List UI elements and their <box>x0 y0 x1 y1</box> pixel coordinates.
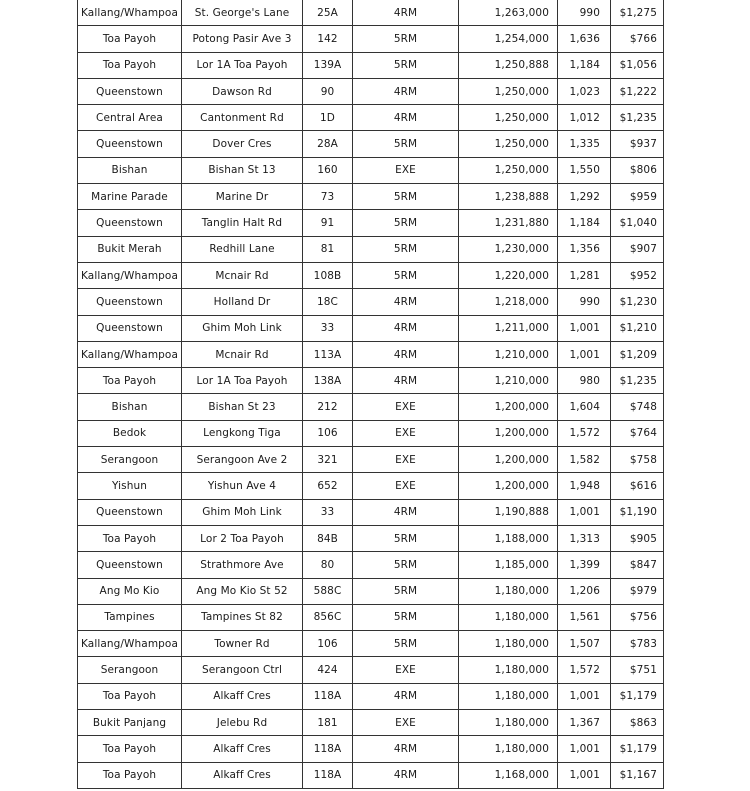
table-row <box>78 631 664 657</box>
table-row <box>78 710 664 736</box>
block-cell: 160 <box>303 157 353 183</box>
street-cell: Cantonment Rd <box>182 105 303 131</box>
table-row <box>78 131 664 157</box>
psf-cell: $1,056 <box>611 52 664 78</box>
psf-cell: $1,275 <box>611 0 664 26</box>
area-cell: 1,184 <box>558 52 611 78</box>
block-cell: 106 <box>303 631 353 657</box>
table-row <box>78 525 664 551</box>
street-cell: Lengkong Tiga <box>182 420 303 446</box>
table-row <box>78 736 664 762</box>
area-cell: 1,206 <box>558 578 611 604</box>
town-cell: Queenstown <box>78 315 182 341</box>
town-cell: Queenstown <box>78 499 182 525</box>
flat-type-cell: 5RM <box>353 210 459 236</box>
psf-cell: $748 <box>611 394 664 420</box>
table-row <box>78 157 664 183</box>
area-cell: 1,001 <box>558 499 611 525</box>
street-cell: Mcnair Rd <box>182 341 303 367</box>
town-cell: Tampines <box>78 604 182 630</box>
table-row <box>78 552 664 578</box>
area-cell: 980 <box>558 368 611 394</box>
area-cell: 1,507 <box>558 631 611 657</box>
table-row <box>78 105 664 131</box>
town-cell: Kallang/Whampoa <box>78 262 182 288</box>
table-row <box>78 683 664 709</box>
psf-cell: $863 <box>611 710 664 736</box>
table-row <box>78 604 664 630</box>
psf-cell: $1,235 <box>611 105 664 131</box>
town-cell: Bishan <box>78 157 182 183</box>
town-cell: Kallang/Whampoa <box>78 341 182 367</box>
transactions-table <box>77 0 664 789</box>
town-cell: Queenstown <box>78 552 182 578</box>
price-cell: 1,220,000 <box>459 262 558 288</box>
area-cell: 990 <box>558 289 611 315</box>
table-row <box>78 0 664 26</box>
flat-type-cell: 5RM <box>353 184 459 210</box>
town-cell: Serangoon <box>78 447 182 473</box>
flat-type-cell: 5RM <box>353 26 459 52</box>
block-cell: 80 <box>303 552 353 578</box>
block-cell: 652 <box>303 473 353 499</box>
flat-type-cell: EXE <box>353 394 459 420</box>
flat-type-cell: EXE <box>353 473 459 499</box>
area-cell: 1,001 <box>558 683 611 709</box>
psf-cell: $979 <box>611 578 664 604</box>
block-cell: 321 <box>303 447 353 473</box>
price-cell: 1,180,000 <box>459 657 558 683</box>
block-cell: 73 <box>303 184 353 210</box>
town-cell: Toa Payoh <box>78 736 182 762</box>
price-cell: 1,250,888 <box>459 52 558 78</box>
table-row <box>78 473 664 499</box>
price-cell: 1,211,000 <box>459 315 558 341</box>
flat-type-cell: 5RM <box>353 604 459 630</box>
price-cell: 1,185,000 <box>459 552 558 578</box>
price-cell: 1,180,000 <box>459 631 558 657</box>
psf-cell: $1,179 <box>611 683 664 709</box>
price-cell: 1,190,888 <box>459 499 558 525</box>
psf-cell: $905 <box>611 525 664 551</box>
psf-cell: $756 <box>611 604 664 630</box>
block-cell: 33 <box>303 499 353 525</box>
town-cell: Toa Payoh <box>78 52 182 78</box>
area-cell: 1,636 <box>558 26 611 52</box>
area-cell: 1,948 <box>558 473 611 499</box>
flat-type-cell: EXE <box>353 447 459 473</box>
block-cell: 118A <box>303 762 353 788</box>
price-cell: 1,231,880 <box>459 210 558 236</box>
street-cell: Bishan St 23 <box>182 394 303 420</box>
price-cell: 1,250,000 <box>459 131 558 157</box>
town-cell: Kallang/Whampoa <box>78 631 182 657</box>
flat-type-cell: 4RM <box>353 341 459 367</box>
price-cell: 1,180,000 <box>459 683 558 709</box>
area-cell: 1,582 <box>558 447 611 473</box>
psf-cell: $1,179 <box>611 736 664 762</box>
flat-type-cell: 5RM <box>353 262 459 288</box>
flat-type-cell: 4RM <box>353 105 459 131</box>
psf-cell: $1,235 <box>611 368 664 394</box>
street-cell: Tanglin Halt Rd <box>182 210 303 236</box>
street-cell: Ang Mo Kio St 52 <box>182 578 303 604</box>
flat-type-cell: 5RM <box>353 578 459 604</box>
flat-type-cell: 4RM <box>353 683 459 709</box>
block-cell: 212 <box>303 394 353 420</box>
table-row <box>78 420 664 446</box>
flat-type-cell: 4RM <box>353 0 459 26</box>
street-cell: Alkaff Cres <box>182 736 303 762</box>
price-cell: 1,200,000 <box>459 420 558 446</box>
street-cell: Ghim Moh Link <box>182 315 303 341</box>
table-row <box>78 26 664 52</box>
flat-type-cell: 4RM <box>353 499 459 525</box>
block-cell: 90 <box>303 78 353 104</box>
area-cell: 1,001 <box>558 736 611 762</box>
flat-type-cell: 4RM <box>353 78 459 104</box>
price-cell: 1,250,000 <box>459 105 558 131</box>
price-cell: 1,218,000 <box>459 289 558 315</box>
psf-cell: $751 <box>611 657 664 683</box>
town-cell: Bishan <box>78 394 182 420</box>
street-cell: Dawson Rd <box>182 78 303 104</box>
psf-cell: $1,190 <box>611 499 664 525</box>
area-cell: 1,561 <box>558 604 611 630</box>
table-row <box>78 78 664 104</box>
flat-type-cell: EXE <box>353 420 459 446</box>
psf-cell: $847 <box>611 552 664 578</box>
area-cell: 1,313 <box>558 525 611 551</box>
town-cell: Toa Payoh <box>78 368 182 394</box>
area-cell: 1,292 <box>558 184 611 210</box>
town-cell: Bedok <box>78 420 182 446</box>
psf-cell: $1,230 <box>611 289 664 315</box>
street-cell: Dover Cres <box>182 131 303 157</box>
town-cell: Bukit Panjang <box>78 710 182 736</box>
transactions-table-container <box>77 0 663 789</box>
block-cell: 118A <box>303 683 353 709</box>
price-cell: 1,250,000 <box>459 157 558 183</box>
psf-cell: $1,167 <box>611 762 664 788</box>
price-cell: 1,200,000 <box>459 473 558 499</box>
table-row <box>78 236 664 262</box>
price-cell: 1,263,000 <box>459 0 558 26</box>
block-cell: 108B <box>303 262 353 288</box>
street-cell: Jelebu Rd <box>182 710 303 736</box>
psf-cell: $764 <box>611 420 664 446</box>
block-cell: 142 <box>303 26 353 52</box>
block-cell: 138A <box>303 368 353 394</box>
area-cell: 1,001 <box>558 315 611 341</box>
table-row <box>78 184 664 210</box>
psf-cell: $1,209 <box>611 341 664 367</box>
flat-type-cell: 4RM <box>353 289 459 315</box>
flat-type-cell: 5RM <box>353 52 459 78</box>
psf-cell: $1,210 <box>611 315 664 341</box>
block-cell: 139A <box>303 52 353 78</box>
flat-type-cell: 5RM <box>353 631 459 657</box>
price-cell: 1,180,000 <box>459 604 558 630</box>
area-cell: 1,281 <box>558 262 611 288</box>
block-cell: 856C <box>303 604 353 630</box>
table-row <box>78 52 664 78</box>
table-row <box>78 657 664 683</box>
price-cell: 1,238,888 <box>459 184 558 210</box>
street-cell: Redhill Lane <box>182 236 303 262</box>
price-cell: 1,200,000 <box>459 447 558 473</box>
price-cell: 1,254,000 <box>459 26 558 52</box>
block-cell: 181 <box>303 710 353 736</box>
table-row <box>78 341 664 367</box>
price-cell: 1,168,000 <box>459 762 558 788</box>
flat-type-cell: 4RM <box>353 368 459 394</box>
town-cell: Bukit Merah <box>78 236 182 262</box>
street-cell: Strathmore Ave <box>182 552 303 578</box>
street-cell: Towner Rd <box>182 631 303 657</box>
flat-type-cell: 5RM <box>353 131 459 157</box>
area-cell: 1,572 <box>558 420 611 446</box>
price-cell: 1,250,000 <box>459 78 558 104</box>
table-row <box>78 394 664 420</box>
flat-type-cell: 5RM <box>353 236 459 262</box>
area-cell: 1,367 <box>558 710 611 736</box>
area-cell: 1,023 <box>558 78 611 104</box>
town-cell: Ang Mo Kio <box>78 578 182 604</box>
area-cell: 1,012 <box>558 105 611 131</box>
table-row <box>78 210 664 236</box>
town-cell: Queenstown <box>78 210 182 236</box>
flat-type-cell: 4RM <box>353 315 459 341</box>
psf-cell: $937 <box>611 131 664 157</box>
table-row <box>78 315 664 341</box>
street-cell: Serangoon Ave 2 <box>182 447 303 473</box>
block-cell: 113A <box>303 341 353 367</box>
price-cell: 1,230,000 <box>459 236 558 262</box>
street-cell: Alkaff Cres <box>182 762 303 788</box>
town-cell: Queenstown <box>78 289 182 315</box>
block-cell: 25A <box>303 0 353 26</box>
street-cell: St. George's Lane <box>182 0 303 26</box>
block-cell: 18C <box>303 289 353 315</box>
town-cell: Toa Payoh <box>78 683 182 709</box>
town-cell: Marine Parade <box>78 184 182 210</box>
psf-cell: $766 <box>611 26 664 52</box>
flat-type-cell: 5RM <box>353 552 459 578</box>
table-row <box>78 447 664 473</box>
street-cell: Lor 2 Toa Payoh <box>182 525 303 551</box>
psf-cell: $806 <box>611 157 664 183</box>
psf-cell: $959 <box>611 184 664 210</box>
street-cell: Potong Pasir Ave 3 <box>182 26 303 52</box>
town-cell: Toa Payoh <box>78 762 182 788</box>
street-cell: Mcnair Rd <box>182 262 303 288</box>
street-cell: Bishan St 13 <box>182 157 303 183</box>
area-cell: 1,356 <box>558 236 611 262</box>
area-cell: 1,604 <box>558 394 611 420</box>
block-cell: 424 <box>303 657 353 683</box>
price-cell: 1,180,000 <box>459 736 558 762</box>
street-cell: Serangoon Ctrl <box>182 657 303 683</box>
street-cell: Lor 1A Toa Payoh <box>182 52 303 78</box>
area-cell: 990 <box>558 0 611 26</box>
area-cell: 1,335 <box>558 131 611 157</box>
block-cell: 28A <box>303 131 353 157</box>
flat-type-cell: 4RM <box>353 736 459 762</box>
table-row <box>78 762 664 788</box>
block-cell: 588C <box>303 578 353 604</box>
town-cell: Kallang/Whampoa <box>78 0 182 26</box>
street-cell: Alkaff Cres <box>182 683 303 709</box>
street-cell: Tampines St 82 <box>182 604 303 630</box>
town-cell: Queenstown <box>78 78 182 104</box>
block-cell: 118A <box>303 736 353 762</box>
street-cell: Marine Dr <box>182 184 303 210</box>
psf-cell: $758 <box>611 447 664 473</box>
area-cell: 1,184 <box>558 210 611 236</box>
street-cell: Yishun Ave 4 <box>182 473 303 499</box>
town-cell: Central Area <box>78 105 182 131</box>
town-cell: Yishun <box>78 473 182 499</box>
table-row <box>78 578 664 604</box>
street-cell: Lor 1A Toa Payoh <box>182 368 303 394</box>
flat-type-cell: EXE <box>353 157 459 183</box>
area-cell: 1,550 <box>558 157 611 183</box>
price-cell: 1,188,000 <box>459 525 558 551</box>
town-cell: Serangoon <box>78 657 182 683</box>
flat-type-cell: 5RM <box>353 525 459 551</box>
area-cell: 1,001 <box>558 762 611 788</box>
block-cell: 91 <box>303 210 353 236</box>
block-cell: 81 <box>303 236 353 262</box>
psf-cell: $1,040 <box>611 210 664 236</box>
flat-type-cell: 4RM <box>353 762 459 788</box>
town-cell: Queenstown <box>78 131 182 157</box>
price-cell: 1,210,000 <box>459 341 558 367</box>
psf-cell: $952 <box>611 262 664 288</box>
psf-cell: $1,222 <box>611 78 664 104</box>
town-cell: Toa Payoh <box>78 26 182 52</box>
area-cell: 1,399 <box>558 552 611 578</box>
block-cell: 33 <box>303 315 353 341</box>
price-cell: 1,180,000 <box>459 710 558 736</box>
price-cell: 1,180,000 <box>459 578 558 604</box>
block-cell: 1D <box>303 105 353 131</box>
area-cell: 1,572 <box>558 657 611 683</box>
psf-cell: $616 <box>611 473 664 499</box>
table-body <box>78 0 664 788</box>
street-cell: Ghim Moh Link <box>182 499 303 525</box>
price-cell: 1,210,000 <box>459 368 558 394</box>
psf-cell: $907 <box>611 236 664 262</box>
table-row <box>78 499 664 525</box>
flat-type-cell: EXE <box>353 710 459 736</box>
table-row <box>78 262 664 288</box>
price-cell: 1,200,000 <box>459 394 558 420</box>
block-cell: 106 <box>303 420 353 446</box>
area-cell: 1,001 <box>558 341 611 367</box>
flat-type-cell: EXE <box>353 657 459 683</box>
street-cell: Holland Dr <box>182 289 303 315</box>
block-cell: 84B <box>303 525 353 551</box>
town-cell: Toa Payoh <box>78 525 182 551</box>
table-row <box>78 368 664 394</box>
psf-cell: $783 <box>611 631 664 657</box>
table-row <box>78 289 664 315</box>
